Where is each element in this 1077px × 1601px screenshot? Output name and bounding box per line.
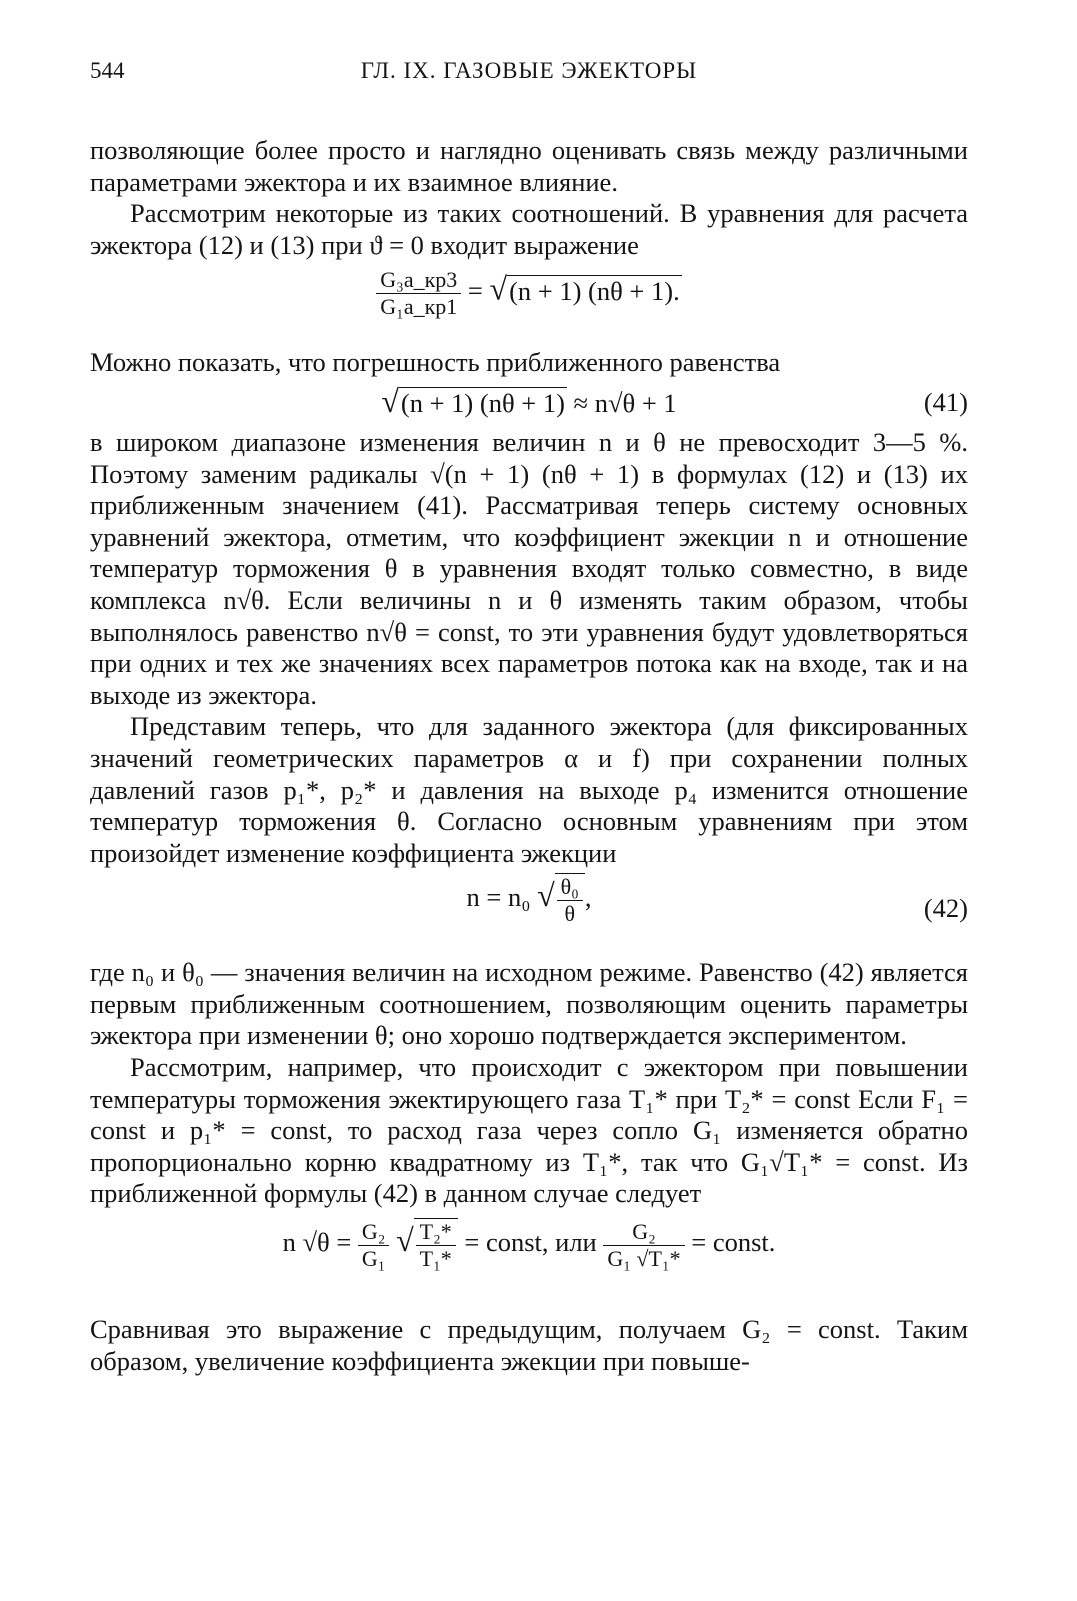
chapter-title: ГЛ. IX. ГАЗОВЫЕ ЭЖЕКТОРЫ [360, 58, 698, 83]
paragraph-1: позволяющие более просто и наглядно оценивать связь между различными параметрами эжектора и их взаимное влияние. [90, 135, 968, 197]
ratio-fraction [376, 267, 461, 320]
paragraph-3: Можно показать, что погрешность приближенного равенства [90, 347, 781, 378]
equation-42: n = n₀ √ $\frac{\text{θ₀}}{\theta}$ , (42) [466, 874, 968, 927]
eqb-lhs: n √θ = [282, 1227, 352, 1258]
paragraph-7: Рассмотрим, например, что происходит с эжектором при повышении температуры торможения эжектирующего газа T₁* при T₂* = const Если F₁ = const и p₁* = const, то расход газа через сопло G₁ изменяется обратно пропорционально корню квадратному из T₁*, так что G₁√T₁* = const. Из приближенной формулы (42) в данном случае следует [90, 1052, 968, 1209]
equation-ratio: $\frac{\text{G₃a\_кр3}}{\text{G₁a\_кр1}}$ = √(n + 1) (nθ + 1). [90, 261, 968, 347]
eq42-fraction [555, 873, 585, 927]
ratio-denominator: G₁a_кр1 [380, 294, 458, 320]
eqb-f2-num: T₂* [416, 1219, 456, 1246]
paragraph-8: Сравнивая это выражение с предыдущим, получаем G₂ = const. Таким образом, увеличение коэффициента эжекции при повыше- [90, 1314, 968, 1376]
page-number: 544 [90, 58, 125, 83]
ratio-numerator: G₃a_кр3 [376, 267, 461, 294]
paragraph-5: Представим теперь, что для заданного эжектора (для фиксированных значений геометрических параметров α и f) при сохранении полных давлений газов p₁*, p₂* и давления на выходе p₄ изменится отношение температур торможения θ. Согласно основным уравнениям при этом произойдет изменение коэффициента эжекции [90, 711, 968, 868]
eqb-f3-num: G₂ [603, 1219, 684, 1246]
equation-const: n √θ = $\frac{\text{G₂}}{\text{G₁}}$ √ $\frac{\text{T₂*}}{\text{T₁*}}$ = const, или $\frac{\text{G₂}}{\text{G₁ √T₁*}}$ = const. [282, 1218, 776, 1272]
eq41-radicand: (n + 1) (nθ + 1) [400, 387, 565, 418]
paragraph-4: в широком диапазоне изменения величин n и θ не превосходит 3—5 %. Поэтому заменим радикалы √(n + 1) (nθ + 1) в формулах (12) и (13) их приближенным значением (41). Рассматривая теперь систему основных уравнений эжектора, отметим, что коэффициент эжекции n и отношение температур торможения θ в уравнения входят только совместно, в виде комплекса n√θ. Если величины n и θ изменять таким образом, чтобы выполнялось равенство n√θ = const, то эти уравнения будут удовлетворяться при одних и тех же значениях всех параметров потока как на входе, так и на выходе из эжектора. [90, 426, 968, 710]
running-header [90, 58, 968, 94]
paragraph-6: где n₀ и θ₀ — значения величин на исходном режиме. Равенство (42) является первым приближенным соотношением, позволяющим оценить параметры эжектора при изменении θ; оно хорошо подтверждается экспериментом. [90, 957, 968, 1051]
eqb-fraction-1 [358, 1219, 390, 1272]
equation-41: √(n + 1) (nθ + 1) ≈ n√θ + 1 (41) [381, 382, 968, 419]
eq42-denominator: θ [564, 901, 576, 927]
eqb-f1-num: G₂ [358, 1219, 390, 1246]
eq42-label: (42) [923, 893, 968, 924]
eq41-label: (41) [923, 386, 968, 417]
eqb-f3-den: G₁ √T₁* [607, 1245, 681, 1271]
eq41-rhs: ≈ n√θ + 1 [573, 387, 677, 418]
ratio-radicand: (n + 1) (nθ + 1). [509, 275, 680, 306]
eqb-f2-den: T₁* [419, 1246, 452, 1272]
eqb-f1-den: G₁ [361, 1245, 386, 1271]
eq42-lhs: n = n₀ [466, 882, 531, 913]
eqb-fraction-2 [414, 1218, 458, 1272]
page [90, 58, 968, 1377]
eqb-fraction-3 [603, 1219, 684, 1272]
eqb-mid: = const, или [464, 1227, 597, 1258]
paragraph-2: Рассмотрим некоторые из таких соотношений. В уравнения для расчета эжектора (12) и (13) при ϑ = 0 входит выражение [90, 198, 968, 260]
eqb-end: = const. [691, 1227, 776, 1258]
eq42-numerator: θ₀ [557, 874, 583, 901]
